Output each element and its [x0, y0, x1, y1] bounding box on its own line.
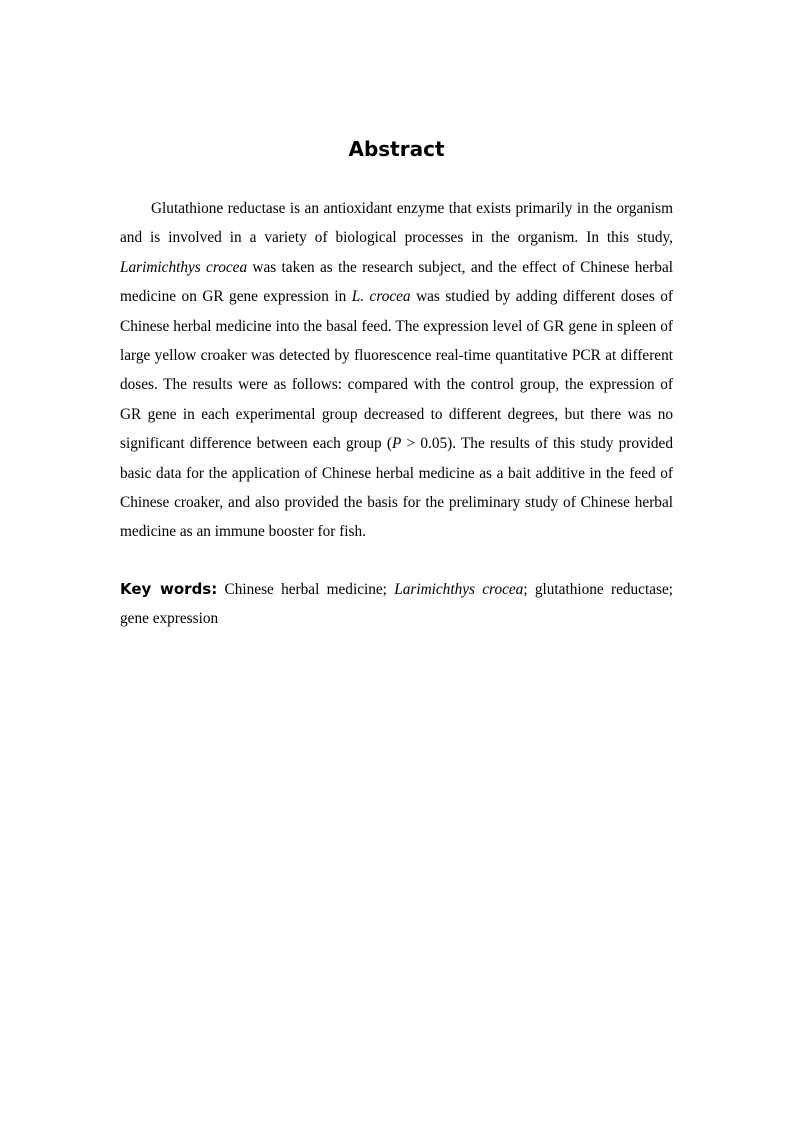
abstract-paragraph	[120, 194, 673, 547]
abstract-text-3: was studied by adding different doses of Chinese herbal medicine into the basal feed. The expression level of GR gene in spleen of large yellow croaker was detected by fluorescence real-time quantitative PCR at different doses. The results were as follows: compared with the control group, the expression of GR gene in each experimental group decreased to different degrees, but there was no significant difference between each group (	[120, 288, 673, 453]
keywords-text-2: ; glutathione reductase; gene expression	[120, 581, 673, 628]
abstract-text-2: was taken as the research subject, and the effect of Chinese herbal medicine on GR gene expression in	[120, 258, 673, 306]
keywords-text-1: Chinese herbal medicine;	[217, 581, 395, 598]
abstract-title: Abstract	[348, 137, 445, 161]
abstract-text-1: Glutathione reductase is an antioxidant enzyme that exists primarily in the organism and is involved in a variety of biological processes in the organism. In this study,	[120, 200, 673, 247]
keywords-species: Larimichthys crocea	[394, 581, 524, 598]
species-name: Larimichthys crocea	[120, 258, 248, 276]
abstract-body	[120, 194, 673, 547]
abstract-text-4: > 0.05). The results of this study provided basic data for the application of Chinese herbal medicine as a bait additive in the feed of Chinese croaker, and also provided the basis for the preliminary study of Chinese herbal medicine as an immune booster for fish.	[120, 435, 673, 541]
species-abbrev: L. crocea	[351, 288, 411, 306]
keywords-line	[120, 575, 673, 634]
p-value-symbol: P	[391, 435, 402, 453]
keywords-label: Key words:	[120, 580, 218, 598]
